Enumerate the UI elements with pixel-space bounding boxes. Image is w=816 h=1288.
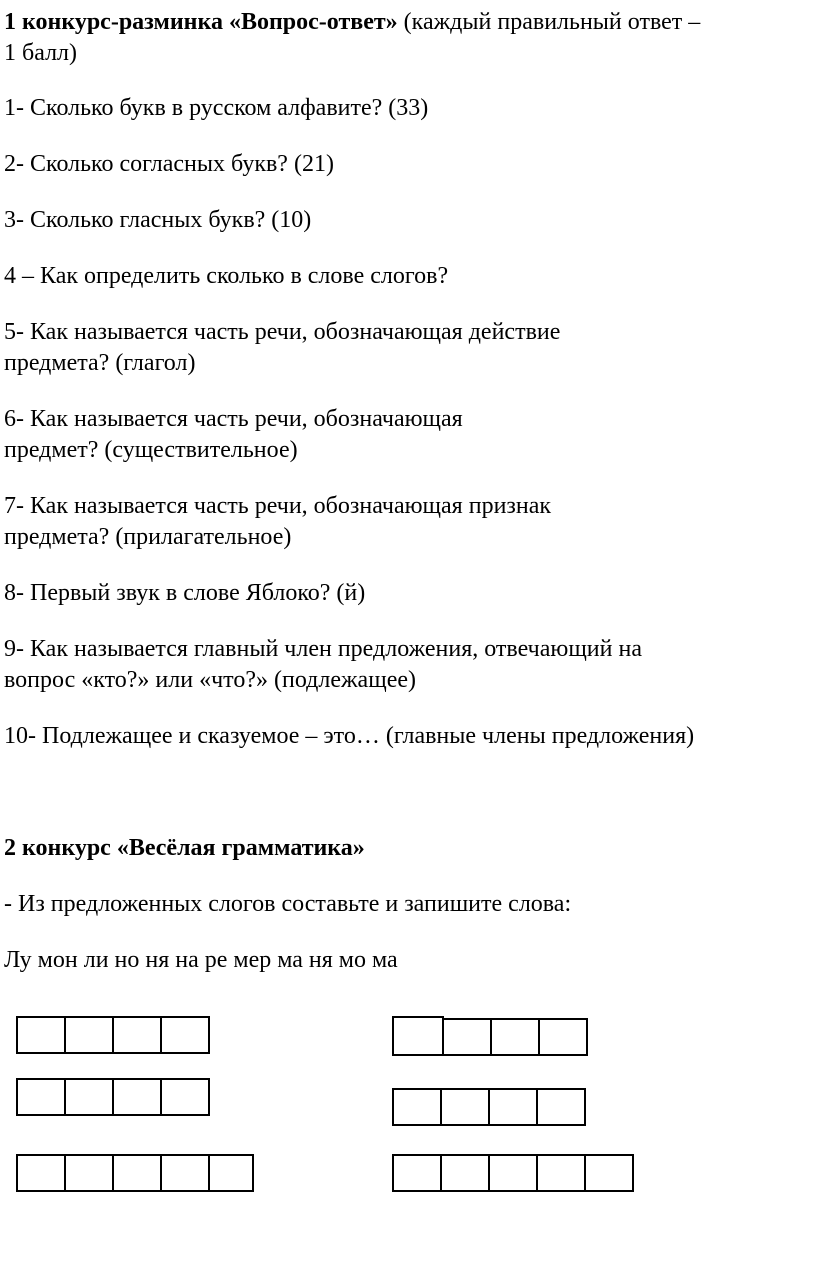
letter-cell[interactable] <box>488 1088 538 1126</box>
question-5-line2: предмета? (глагол) <box>4 350 196 376</box>
letter-cell[interactable] <box>440 1088 490 1126</box>
answer-grid-right-1[interactable] <box>392 1016 586 1056</box>
answer-grid-left-2[interactable] <box>16 1078 208 1116</box>
question-10: 10- Подлежащее и сказуемое – это… (главные члены предложения) <box>4 723 695 749</box>
section2-task: - Из предложенных слогов составьте и запишите слова: <box>4 891 572 917</box>
letter-cell[interactable] <box>490 1018 540 1056</box>
letter-cell[interactable] <box>160 1154 210 1192</box>
letter-cell[interactable] <box>112 1078 162 1116</box>
section1-title <box>4 7 700 38</box>
letter-cell[interactable] <box>64 1154 114 1192</box>
letter-cell[interactable] <box>488 1154 538 1192</box>
letter-cell[interactable] <box>16 1078 66 1116</box>
question-6-line1: 6- Как называется часть речи, обозначающая <box>4 406 463 432</box>
question-7-line2: предмета? (прилагательное) <box>4 524 292 550</box>
question-3: 3- Сколько гласных букв? (10) <box>4 207 312 233</box>
question-9-line2: вопрос «кто?» или «что?» (подлежащее) <box>4 667 416 693</box>
section2-syllables: Лу мон ли но ня на ре мер ма ня мо ма <box>4 947 398 973</box>
letter-cell[interactable] <box>538 1018 588 1056</box>
section1-title-line2: 1 балл) <box>4 40 78 66</box>
letter-cell[interactable] <box>64 1016 114 1054</box>
letter-cell[interactable] <box>392 1088 442 1126</box>
question-4: 4 – Как определить сколько в слове слогов? <box>4 263 449 289</box>
letter-cell[interactable] <box>392 1016 444 1056</box>
answer-grid-right-2[interactable] <box>392 1088 584 1126</box>
letter-cell[interactable] <box>442 1018 492 1056</box>
section1-title-bold: 1 конкурс-разминка «Вопрос-ответ» <box>4 9 398 35</box>
letter-cell[interactable] <box>160 1078 210 1116</box>
letter-cell[interactable] <box>112 1016 162 1054</box>
section1-title-rest: (каждый правильный ответ – <box>397 9 701 35</box>
letter-cell[interactable] <box>584 1154 634 1192</box>
question-5-line1: 5- Как называется часть речи, обозначающая действие <box>4 319 561 345</box>
letter-cell[interactable] <box>536 1154 586 1192</box>
letter-cell[interactable] <box>536 1088 586 1126</box>
letter-cell[interactable] <box>16 1154 66 1192</box>
answer-grid-left-1[interactable] <box>16 1016 208 1054</box>
letter-cell[interactable] <box>392 1154 442 1192</box>
question-7-line1: 7- Как называется часть речи, обозначающая признак <box>4 493 552 519</box>
question-9-line1: 9- Как называется главный член предложения, отвечающий на <box>4 636 642 662</box>
answer-grid-left-3[interactable] <box>16 1154 252 1192</box>
letter-cell[interactable] <box>440 1154 490 1192</box>
letter-cell[interactable] <box>208 1154 254 1192</box>
question-6-line2: предмет? (существительное) <box>4 437 298 463</box>
section2-title: 2 конкурс «Весёлая грамматика» <box>4 835 365 861</box>
letter-cell[interactable] <box>64 1078 114 1116</box>
letter-cell[interactable] <box>16 1016 66 1054</box>
answer-grid-right-3[interactable] <box>392 1154 632 1192</box>
question-1: 1- Сколько букв в русском алфавите? (33) <box>4 95 429 121</box>
question-2: 2- Сколько согласных букв? (21) <box>4 151 334 177</box>
letter-cell[interactable] <box>160 1016 210 1054</box>
letter-cell[interactable] <box>112 1154 162 1192</box>
question-8: 8- Первый звук в слове Яблоко? (й) <box>4 580 366 606</box>
